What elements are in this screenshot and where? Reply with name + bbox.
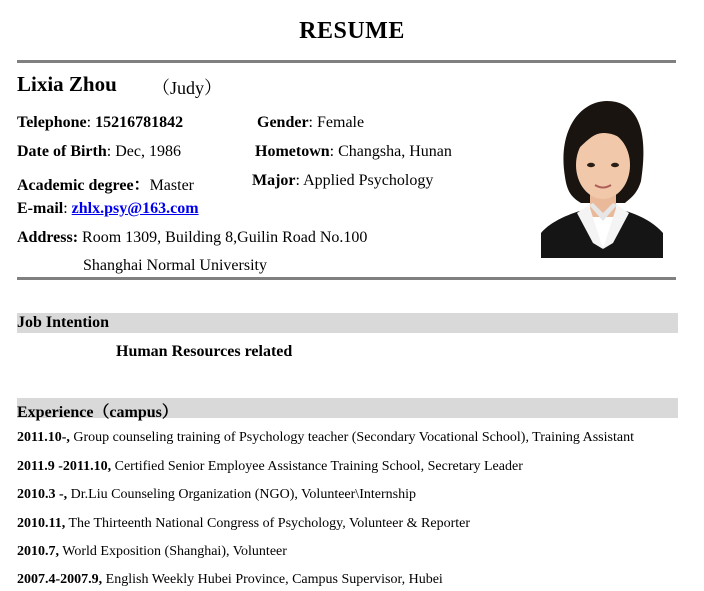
experience-item: [17, 430, 634, 446]
major-sep: :: [295, 172, 304, 189]
experience-text: Dr.Liu Counseling Organization (NGO), Volunteer\Internship: [67, 487, 416, 502]
profile-photo: [541, 99, 663, 258]
hometown-value: Changsha, Hunan: [338, 143, 452, 160]
telephone-value: 15216781842: [95, 114, 184, 131]
dob-label: Date of Birth: [17, 143, 107, 160]
gender-value: Female: [317, 114, 365, 131]
job-intention-bar: [17, 313, 678, 333]
address-line-1: [17, 229, 367, 247]
experience-item: [17, 572, 443, 588]
profile-bottom-rule: [17, 277, 676, 280]
email-link[interactable]: zhlx.psy@163.com: [71, 200, 199, 217]
address-label: Address:: [17, 229, 79, 246]
telephone-label: Telephone: [17, 114, 87, 131]
degree-value: Master: [149, 177, 194, 194]
experience-bar: [17, 398, 678, 421]
email-line: [17, 200, 199, 218]
top-rule: [17, 60, 676, 63]
major-label: Major: [252, 172, 296, 189]
degree-line: [17, 172, 194, 195]
experience-item: [17, 544, 287, 560]
page-title: RESUME: [299, 18, 405, 44]
experience-text: World Exposition (Shanghai), Volunteer: [59, 544, 287, 559]
applicant-nickname: （Judy）: [152, 78, 223, 98]
job-intention-value: Human Resources related: [116, 343, 293, 360]
major-line: [252, 172, 433, 190]
hometown-sep: :: [329, 143, 339, 160]
applicant-name: Lixia Zhou: [17, 72, 117, 96]
dob-value: Dec, 1986: [115, 143, 181, 160]
hometown-line: [255, 143, 452, 161]
experience-text: The Thirteenth National Congress of Psychology, Volunteer & Reporter: [65, 516, 471, 531]
experience-text: Group counseling training of Psychology teacher (Secondary Vocational School), Training Assistant: [69, 430, 634, 445]
address-line-2: Shanghai Normal University: [83, 257, 267, 274]
degree-label: Academic degree: [17, 177, 134, 194]
telephone-sep: :: [86, 114, 96, 131]
experience-date: 2010.7,: [17, 544, 59, 559]
degree-sep: ：: [133, 177, 150, 194]
experience-date: 2011.10-,: [17, 430, 70, 445]
dob-line: [17, 143, 181, 161]
email-sep: :: [63, 200, 72, 217]
major-value: Applied Psychology: [303, 172, 434, 189]
gender-label: Gender: [257, 114, 309, 131]
experience-text: English Weekly Hubei Province, Campus Supervisor, Hubei: [102, 572, 443, 587]
hometown-label: Hometown: [255, 143, 330, 160]
gender-line: [257, 114, 364, 132]
telephone-line: [17, 114, 183, 132]
gender-sep: :: [308, 114, 317, 131]
experience-heading: Experience（campus）: [17, 404, 178, 421]
experience-date: 2011.9 -2011.10,: [17, 459, 112, 474]
experience-date: 2007.4-2007.9,: [17, 572, 103, 587]
email-label: E-mail: [17, 200, 64, 217]
experience-item: [17, 459, 523, 475]
experience-date: 2010.3 -,: [17, 487, 68, 502]
experience-item: [17, 516, 470, 532]
experience-text: Certified Senior Employee Assistance Training School, Secretary Leader: [111, 459, 523, 474]
experience-date: 2010.11,: [17, 516, 66, 531]
experience-item: [17, 487, 416, 503]
dob-sep: :: [106, 143, 116, 160]
address-value-1: Room 1309, Building 8,Guilin Road No.100: [78, 229, 368, 246]
job-intention-heading: Job Intention: [17, 314, 110, 331]
